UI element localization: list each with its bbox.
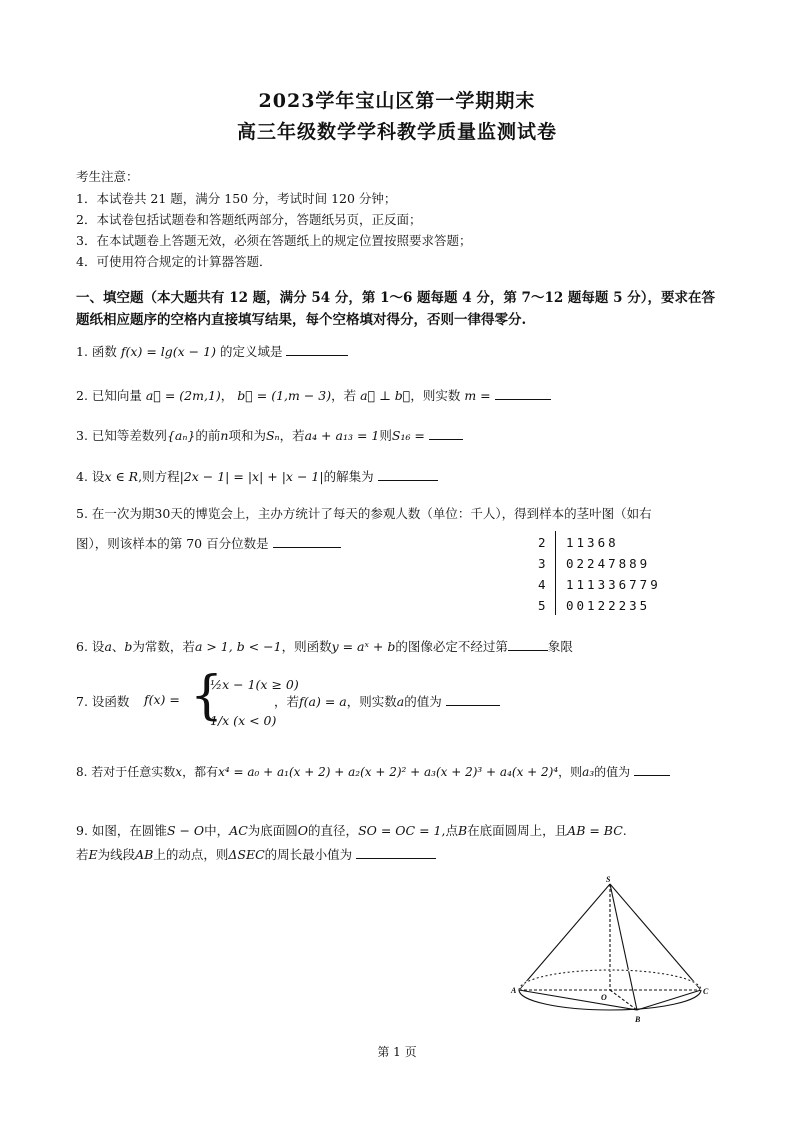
math-expression: x⁴ = a₀ + a₁(x + 2) + a₂(x + 2)² + a₃(x + 2)³ + a₄(x + 2)⁴: [218, 765, 559, 779]
math-expression: m =: [464, 388, 491, 403]
notice-item-2: 2．本试卷包括试题卷和答题纸两部分，答题纸另页，正反面；: [76, 212, 422, 227]
question-text: 中，: [204, 823, 230, 838]
question-number: 7.: [76, 694, 88, 709]
answer-blank[interactable]: [429, 427, 463, 440]
question-text: ,则方程: [138, 469, 180, 484]
math-expression: a: [104, 639, 112, 654]
notice-item-4: 4．可使用符合规定的计算器答题．: [76, 254, 272, 269]
math-expression: S − O: [166, 823, 205, 838]
math-expression: b: [124, 639, 133, 654]
question-1: [76, 342, 348, 360]
question-text: ，若: [274, 694, 300, 709]
question-5-line-2: [76, 534, 341, 552]
math-expression: |2x − 1| = |x| + |x − 1|: [179, 469, 324, 484]
leaf-values: 111336779: [566, 577, 661, 592]
question-number: 5.: [76, 506, 88, 521]
edge-AB: [519, 990, 637, 1010]
label-S: S: [606, 875, 611, 884]
question-number: 1.: [76, 344, 88, 359]
question-text: 的周长最小值为: [264, 847, 353, 862]
label-B: B: [635, 1015, 641, 1024]
math-expression: x ∈ R: [104, 469, 139, 484]
question-8: [76, 763, 670, 780]
math-expression: S₁₆ =: [391, 428, 425, 443]
question-text: 图），则该样本的第 70 百分位数是: [76, 536, 269, 551]
question-text: 已知等差数列: [91, 428, 167, 443]
math-expression: ΔSEC: [228, 847, 265, 862]
question-text: ，则实数: [410, 388, 461, 403]
leaf-values: 02247889: [566, 556, 651, 571]
notice-item-1: 1．本试卷共 21 题，满分 150 分，考试时间 120 分钟；: [76, 191, 397, 206]
question-number: 9.: [76, 823, 88, 838]
edge-SB: [610, 884, 637, 1010]
question-text: 的解集为: [323, 469, 374, 484]
question-text: 为底面圆: [247, 823, 298, 838]
question-2: [76, 386, 551, 404]
title-line-1: 2023学年宝山区第一学期期末: [258, 90, 536, 112]
question-text: ,点: [441, 823, 458, 838]
math-expression: f(x) = lg(x − 1): [120, 344, 216, 359]
question-text: ，则函数: [281, 639, 332, 654]
cone-edge-left: [519, 884, 610, 990]
question-text: 的值为: [594, 765, 631, 779]
math-expression: n: [220, 428, 229, 443]
math-expression: a > 1, b < −1: [194, 639, 282, 654]
answer-blank[interactable]: [508, 638, 548, 651]
question-text: .: [622, 823, 627, 838]
stem-value: 4: [538, 577, 549, 592]
cone-figure: [500, 872, 730, 1032]
question-text: 设: [91, 469, 105, 484]
math-expression: AB: [135, 847, 154, 862]
section-heading-line-1: 一、填空题（本大题共有 12 题，满分 54 分，第 1～6 题每题 4 分，第 7～12 题每题 5 分），要求在答: [76, 290, 715, 306]
question-text: 、: [111, 639, 125, 654]
answer-blank[interactable]: [634, 763, 670, 776]
answer-blank[interactable]: [378, 468, 438, 481]
question-text: 的图像必定不经过第: [395, 639, 508, 654]
section-heading-line-2: 题纸相应题序的空格内直接填写结果，每个空格填对得分，否则一律得零分.: [76, 312, 527, 328]
question-5-line-1: [76, 504, 652, 522]
page-number: 第 1 页: [377, 1045, 417, 1059]
question-number: 4.: [76, 469, 88, 484]
question-text: 函数: [91, 344, 117, 359]
math-expression: f(a) = a: [299, 694, 347, 709]
math-expression: a: [396, 694, 405, 709]
math-expression: f(x) =: [144, 692, 180, 707]
stem-value: 3: [538, 556, 549, 571]
question-text: ，: [220, 388, 234, 403]
answer-blank[interactable]: [286, 343, 348, 356]
math-expression: a⃗ ⊥ b⃗: [360, 388, 411, 403]
question-text: ，若: [331, 388, 357, 403]
question-text: 则: [379, 428, 392, 443]
question-number: 8.: [76, 765, 88, 779]
stem-value: 5: [538, 598, 549, 613]
math-expression: O: [297, 823, 309, 838]
question-text: 在底面圆周上，且: [467, 823, 568, 838]
question-7-tail: [274, 692, 500, 710]
question-3: [76, 426, 463, 444]
question-text: 为线段: [97, 847, 136, 862]
leaf-values: 00122235: [566, 598, 651, 613]
title-line-2: 高三年级数学学科教学质量监测试卷: [236, 121, 557, 143]
math-expression: a⃗ = (2m,1): [145, 388, 221, 403]
math-expression: Sₙ: [265, 428, 280, 443]
label-C: C: [703, 987, 709, 996]
question-7-label: [76, 692, 129, 710]
notice-item-3: 3．在本试题卷上答题无效，必须在答题纸上的规定位置按照要求答题；: [76, 233, 472, 248]
question-4: [76, 467, 438, 485]
cone-edge-right: [610, 884, 701, 990]
math-expression: {aₙ}: [166, 428, 196, 443]
question-text: ，则: [558, 765, 583, 779]
question-6: [76, 637, 573, 655]
leaf-values: 11368: [566, 535, 619, 550]
question-number: 6.: [76, 639, 88, 654]
math-expression: AB = BC: [567, 823, 623, 838]
math-expression: B: [457, 823, 468, 838]
answer-blank[interactable]: [495, 387, 551, 400]
stem-value: 2: [538, 535, 549, 550]
label-A: A: [511, 986, 517, 995]
question-text: ，若: [279, 428, 305, 443]
question-text: 设函数: [91, 694, 130, 709]
edge-BC: [637, 990, 701, 1010]
brace-glyph: {: [190, 666, 224, 726]
question-text: 的直径，: [308, 823, 359, 838]
notice-heading: 考生注意：: [76, 169, 139, 184]
stem-divider: [555, 531, 556, 615]
question-text: 象限: [547, 639, 573, 654]
question-text: 如图，在圆锥: [91, 823, 167, 838]
math-expression: SO = OC = 1: [358, 823, 442, 838]
question-9-line-1: [76, 821, 627, 839]
math-expression: AC: [229, 823, 248, 838]
answer-blank[interactable]: [446, 693, 500, 706]
math-expression: y = aˣ + b: [331, 639, 396, 654]
question-text: ，都有: [182, 765, 219, 779]
math-expression: b⃗ = (1,m − 3): [237, 388, 332, 403]
question-text: 若: [76, 847, 89, 862]
math-expression: a₄ + a₁₃ = 1: [304, 428, 380, 443]
answer-blank[interactable]: [356, 846, 436, 859]
question-9-line-2: [76, 845, 436, 863]
question-text: 的值为: [404, 694, 442, 709]
question-text: 的定义域是: [219, 344, 283, 359]
question-number: 2.: [76, 388, 88, 403]
math-expression: x: [175, 765, 183, 779]
piecewise-case-2: 1/x (x < 0): [210, 713, 277, 728]
question-text: 的前: [195, 428, 221, 443]
question-text: 已知向量: [91, 388, 142, 403]
piecewise-case-1: ½x − 1(x ≥ 0): [210, 677, 299, 692]
math-expression: E: [88, 847, 98, 862]
question-text: 项和为: [228, 428, 266, 443]
answer-blank[interactable]: [273, 535, 341, 548]
question-text: 在一次为期30天的博览会上，主办方统计了每天的参观人数（单位：千人），得到样本的茎叶图（如右: [91, 506, 652, 521]
label-O: O: [601, 993, 607, 1002]
question-text: 设: [91, 639, 105, 654]
question-number: 3.: [76, 428, 88, 443]
question-text: 为常数，若: [132, 639, 195, 654]
question-text: 上的动点，则: [153, 847, 229, 862]
question-text: 若对于任意实数: [91, 765, 176, 779]
question-text: ，则实数: [346, 694, 397, 709]
math-expression: a₃: [582, 765, 595, 779]
